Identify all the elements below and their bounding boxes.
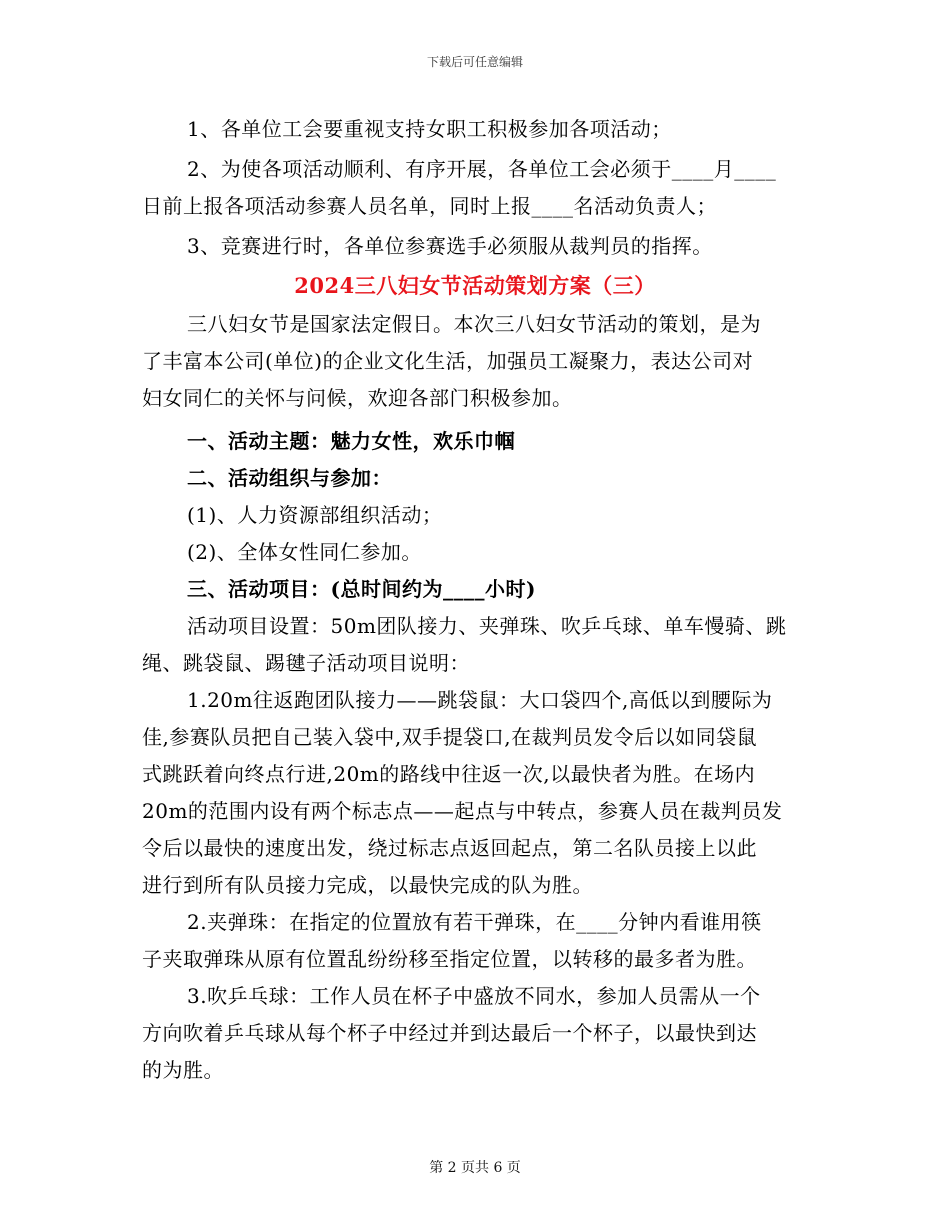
- heading-activity-theme: 一、活动主题：魅力女性，欢乐巾帼: [187, 429, 515, 453]
- page-header: 下载后可任意编辑: [426, 55, 523, 69]
- section-title: 2024三八妇女节活动策划方案（三）: [294, 273, 656, 298]
- document-body: [142, 111, 808, 1089]
- intro-paragraph-line: 三八妇女节是国家法定假日。本次三八妇女节活动的策划，是为: [187, 312, 761, 336]
- activity-relay-line: 1.20m往返跑团队接力——跳袋鼠：大口袋四个,高低以到腰际为: [187, 688, 773, 712]
- org-item-1: (1)、人力资源部组织活动；: [187, 503, 443, 527]
- activity-pingpong-line: 3.吹乒乓球：工作人员在杯子中盛放不同水，参加人员需从一个: [187, 984, 761, 1008]
- intro-paragraph-line: 了丰富本公司(单位)的企业文化生活，加强员工凝聚力，表达公司对: [142, 349, 754, 373]
- activity-relay-line: 20m的范围内设有两个标志点——起点与中转点，参赛人员在裁判员发: [142, 799, 783, 823]
- list-item-2-continued: 日前上报各项活动参赛人员名单，同时上报____名活动负责人；: [142, 194, 717, 218]
- page-footer: 第 2 页共 6 页: [429, 1160, 521, 1176]
- list-item-3: 3、竞赛进行时，各单位参赛选手必须服从裁判员的指挥。: [187, 234, 713, 258]
- intro-paragraph-line: 妇女同仁的关怀与问候，欢迎各部门积极参加。: [142, 386, 573, 410]
- activity-setup-line: 绳、跳袋鼠、踢毽子活动项目说明：: [142, 651, 470, 675]
- activity-marbles-line: 子夹取弹珠从原有位置乱纷纷移至指定位置，以转移的最多者为胜。: [142, 947, 757, 971]
- activity-setup-line: 活动项目设置：50m团队接力、夹弹珠、吹乒乓球、单车慢骑、跳: [187, 614, 787, 638]
- activity-relay-line: 进行到所有队员接力完成，以最快完成的队为胜。: [142, 873, 593, 897]
- activity-pingpong-line: 方向吹着乒乓球从每个杯子中经过并到达最后一个杯子，以最快到达: [142, 1021, 757, 1045]
- list-item-1: 1、各单位工会要重视支持女职工积极参加各项活动；: [187, 117, 672, 141]
- activity-relay-line: 佳,参赛队员把自己装入袋中,双手提袋口,在裁判员发令后以如同袋鼠: [142, 725, 758, 749]
- activity-relay-line: 式跳跃着向终点行进,20m的路线中往返一次,以最快者为胜。在场内: [142, 762, 756, 786]
- org-item-2: (2)、全体女性同仁参加。: [187, 540, 422, 564]
- activity-relay-line: 令后以最快的速度出发，绕过标志点返回起点，第二名队员接上以此: [142, 836, 757, 860]
- heading-activity-organization: 二、活动组织与参加：: [187, 466, 392, 490]
- list-item-2: 2、为使各项活动顺利、有序开展，各单位工会必须于____月____: [187, 157, 777, 181]
- activity-pingpong-line: 的为胜。: [142, 1058, 224, 1082]
- heading-activity-items: 三、活动项目：(总时间约为____小时): [187, 577, 536, 601]
- activity-marbles-line: 2.夹弹珠：在指定的位置放有若干弹珠，在____分钟内看谁用筷: [187, 910, 762, 934]
